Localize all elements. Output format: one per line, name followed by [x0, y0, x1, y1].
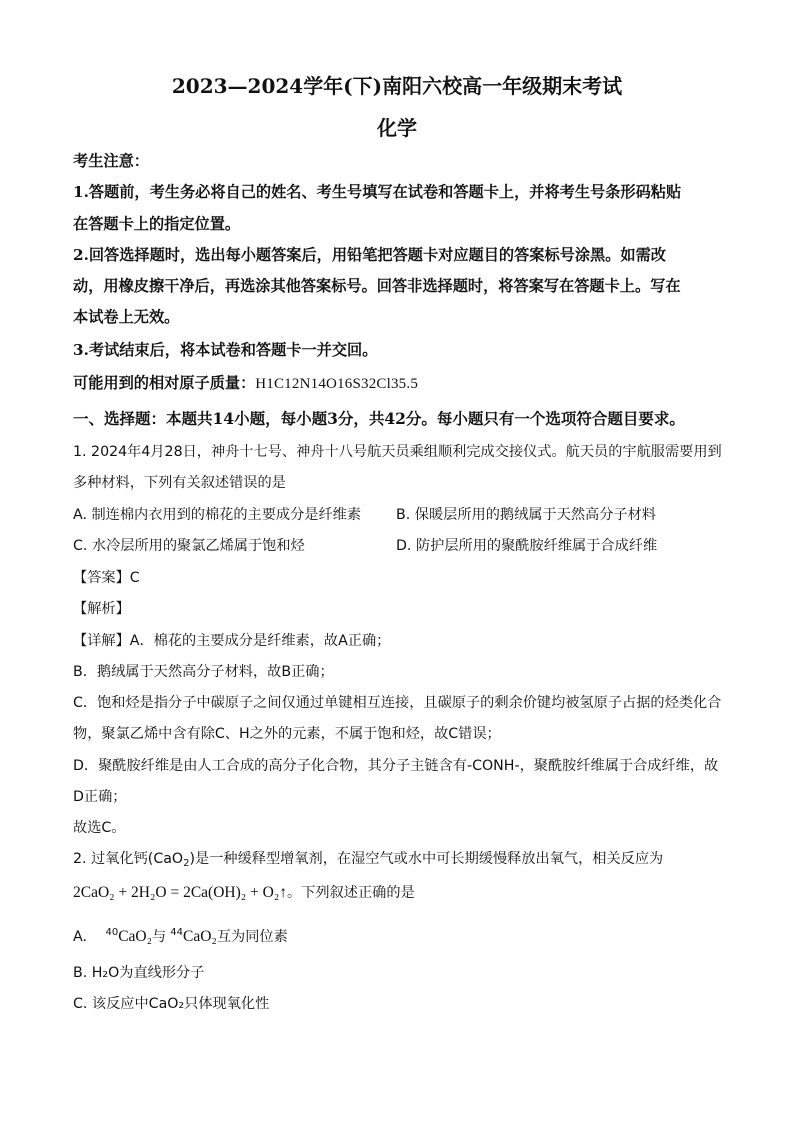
explanation-d-line-1: D．聚酰胺纤维是由人工合成的高分子化合物，其分子主链含有-CONH-，聚酰胺纤维属于合成纤维，故 [73, 758, 719, 774]
isotope-2-mass: 44 [170, 927, 183, 938]
notice-heading: 考生注意： [73, 152, 149, 170]
q1-detail-line [73, 630, 723, 650]
q1-conclusion: 故选C。 [73, 820, 126, 836]
explanation-d-line-2: D正确； [73, 789, 127, 805]
explanation-a: A．棉花的主要成分是纤维素，故A正确； [129, 633, 391, 649]
q2-stem-part-2: )是一种缓释型增氧剂，在湿空气或水中可长期缓慢释放出氧气，相关反应为 [189, 851, 664, 867]
q1-option-b: B. 保暖层所用的鹅绒属于天然高分子材料 [396, 507, 656, 523]
explanation-c-line-1: C．饱和烃是指分子中碳原子之间仅通过单键相互连接，且碳原子的剩余价键均被氢原子占据的烃类化合 [73, 695, 722, 711]
q2-stem-subscript: 2 [183, 858, 190, 869]
isotope-1-mass: 40 [105, 927, 119, 938]
reaction-equation: 2CaO₂ + 2H₂O = 2Ca(OH)₂ + O₂↑ [73, 884, 288, 901]
q2-option-c: C. 该反应中CaO₂只体现氧化性 [73, 996, 270, 1012]
q2-option-a-label: A. [73, 929, 87, 945]
notice-item-2-line-1: 2.回答选择题时，选出每小题答案后，用铅笔把答题卡对应题目的答案标号涂黑。如需改 [73, 246, 666, 264]
q2-option-a-tail: 互为同位素 [216, 929, 288, 945]
analysis-tag: 【解析】 [73, 601, 130, 617]
q2-option-a-connector: 与 [152, 929, 167, 945]
explanation-c-line-2: 物，聚氯乙烯中含有除C、H之外的元素，不属于饱和烃，故C错误； [73, 726, 501, 742]
detail-tag: 【详解】 [73, 633, 130, 649]
isotope-1-formula: CaO₂ [118, 928, 153, 945]
q1-option-c: C. 水冷层所用的聚氯乙烯属于饱和烃 [73, 538, 305, 554]
atomic-mass-line [73, 372, 723, 393]
q1-stem-line-1: 1. 2024年4月28日，神舟十七号、神舟十八号航天员乘组顺利完成交接仪式。航天员的宇航服需要用到 [73, 444, 722, 460]
atomic-mass-label: 可能用到的相对原子质量： [73, 374, 256, 392]
notice-item-2-line-2: 动，用橡皮擦干净后，再选涂其他答案标号。回答非选择题时，将答案写在答题卡上。写在 [73, 277, 681, 295]
q2-stem-part-1: 2. 过氧化钙(CaO [73, 851, 184, 867]
q1-option-d: D. 防护层所用的聚酰胺纤维属于合成纤维 [396, 538, 658, 554]
explanation-b: B．鹅绒属于天然高分子材料，故B正确； [73, 664, 334, 680]
q1-answer-line [73, 567, 723, 587]
answer-tag: 【答案】 [73, 570, 130, 586]
subject-title: 化学 [377, 116, 417, 140]
isotope-2-formula: CaO₂ [182, 928, 217, 945]
answer-value: C [129, 570, 140, 586]
q2-stem-tail: 。下列叙述正确的是 [287, 885, 415, 901]
notice-item-3: 3.考试结束后，将本试卷和答题卡一并交回。 [73, 341, 378, 359]
notice-item-2-line-3: 本试卷上无效。 [73, 308, 180, 326]
notice-item-1-line-1: 1.答题前，考生务必将自己的姓名、考生号填写在试卷和答题卡上，并将考生号条形码粘贴 [73, 183, 682, 201]
exam-title: 2023—2024学年(下)南阳六校高一年级期末考试 [171, 74, 623, 98]
q2-option-b: B. H₂O为直线形分子 [73, 965, 205, 981]
q2-option-a [73, 926, 723, 946]
atomic-mass-values: H1C12N14O16S32Cl35.5 [255, 376, 419, 392]
q1-stem-line-2: 多种材料，下列有关叙述错误的是 [73, 475, 286, 491]
q2-stem-line-2 [73, 882, 723, 902]
q1-option-a: A. 制连棉内衣用到的棉花的主要成分是纤维素 [73, 507, 362, 523]
section-1-heading: 一、选择题：本题共14小题，每小题3分，共42分。每小题只有一个选项符合题目要求。 [73, 409, 685, 428]
notice-item-1-line-2: 在答题卡上的指定位置。 [73, 215, 241, 233]
q2-stem-line-1 [73, 848, 723, 868]
